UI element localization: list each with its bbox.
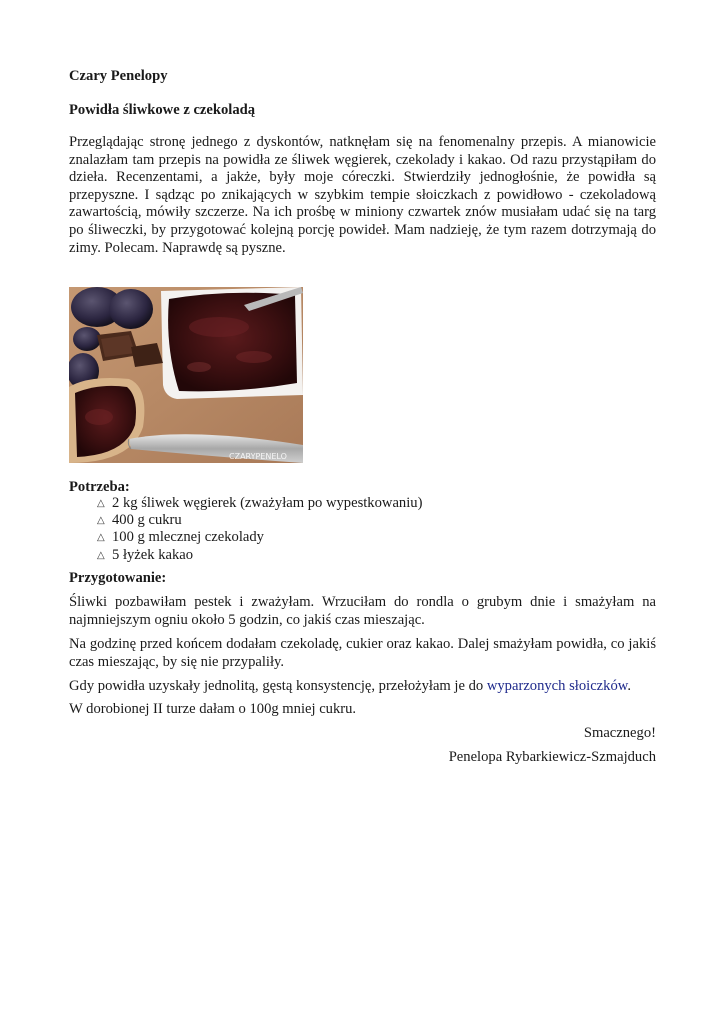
ingredient-text: 2 kg śliwek węgierek (zważyłam po wypestkowaniu) (112, 495, 423, 511)
preparation-step-1: Śliwki pozbawiłam pestek i zważyłam. Wrzuciłam do rondla o grubym dnie i smażyłam na najmniejszym ogniu około 5 godzin, co jakiś czas mieszając. (69, 594, 656, 628)
ingredient-text: 400 g cukru (112, 512, 182, 529)
triangle-bullet-icon: △ (97, 532, 105, 544)
preparation-heading: Przygotowanie: (69, 570, 167, 586)
blog-title: Czary Penelopy (69, 68, 168, 84)
recipe-title: Powidła śliwkowe z czekoladą (69, 102, 256, 118)
list-item (97, 529, 422, 546)
closing-greeting: Smacznego! (583, 725, 656, 741)
list-item (97, 547, 422, 564)
step-3-period: . (627, 678, 631, 694)
preparation-step-3 (69, 678, 656, 696)
ingredients-list (97, 495, 422, 564)
list-item (97, 495, 422, 512)
intro-paragraph: Przeglądając stronę jednego z dyskontów, natknęłam się na fenomenalny przepis. A mianowicie znalazłam tam przepis na powidła ze śliwek węgierek, czekolady i kakao. Od razu przystąpiłam do dzieła. Recenzentami, a jakże, były moje córeczki. Stwierdziły jednogłośnie, że powidła są przepyszne. I sądząc po znikających w szybkim tempie słoiczkach z powidłowo - czekoladową zawartością, mówiły szczerze. Na ich prośbę w miniony czwartek znów musiałam udać się na targ po śliweczki, by przygotować kolejną porcję powideł. Mam nadzieję, że tym razem dotrzymają do zimy. Polecam. Naprawdę są pyszne. (69, 134, 656, 256)
triangle-bullet-icon: △ (97, 549, 105, 561)
photo-watermark: CZARYPENELO (229, 452, 287, 461)
preparation-step-4: W dorobionej II turze dałam o 100g mniej cukru. (69, 701, 357, 717)
author-signature: Penelopa Rybarkiewicz-Szmajduch (448, 749, 656, 765)
ingredient-text: 5 łyżek kakao (112, 546, 194, 563)
sterilized-jars-link[interactable]: wyparzonych słoiczków (486, 678, 628, 694)
needs-heading: Potrzeba: (69, 479, 130, 495)
step-3-text: Gdy powidła uzyskały jednolitą, gęstą konsystencję, przełożyłam je do (69, 678, 487, 694)
preparation-step-2: Na godzinę przed końcem dodałam czekoladę, cukier oraz kakao. Dalej smażyłam powidła, co jakiś czas mieszając, by się nie przypaliły. (69, 636, 656, 670)
list-item (97, 512, 422, 529)
triangle-bullet-icon: △ (97, 515, 105, 527)
jam-photo (69, 287, 303, 463)
triangle-bullet-icon: △ (97, 498, 105, 509)
ingredient-text: 100 g mlecznej czekolady (112, 529, 264, 546)
